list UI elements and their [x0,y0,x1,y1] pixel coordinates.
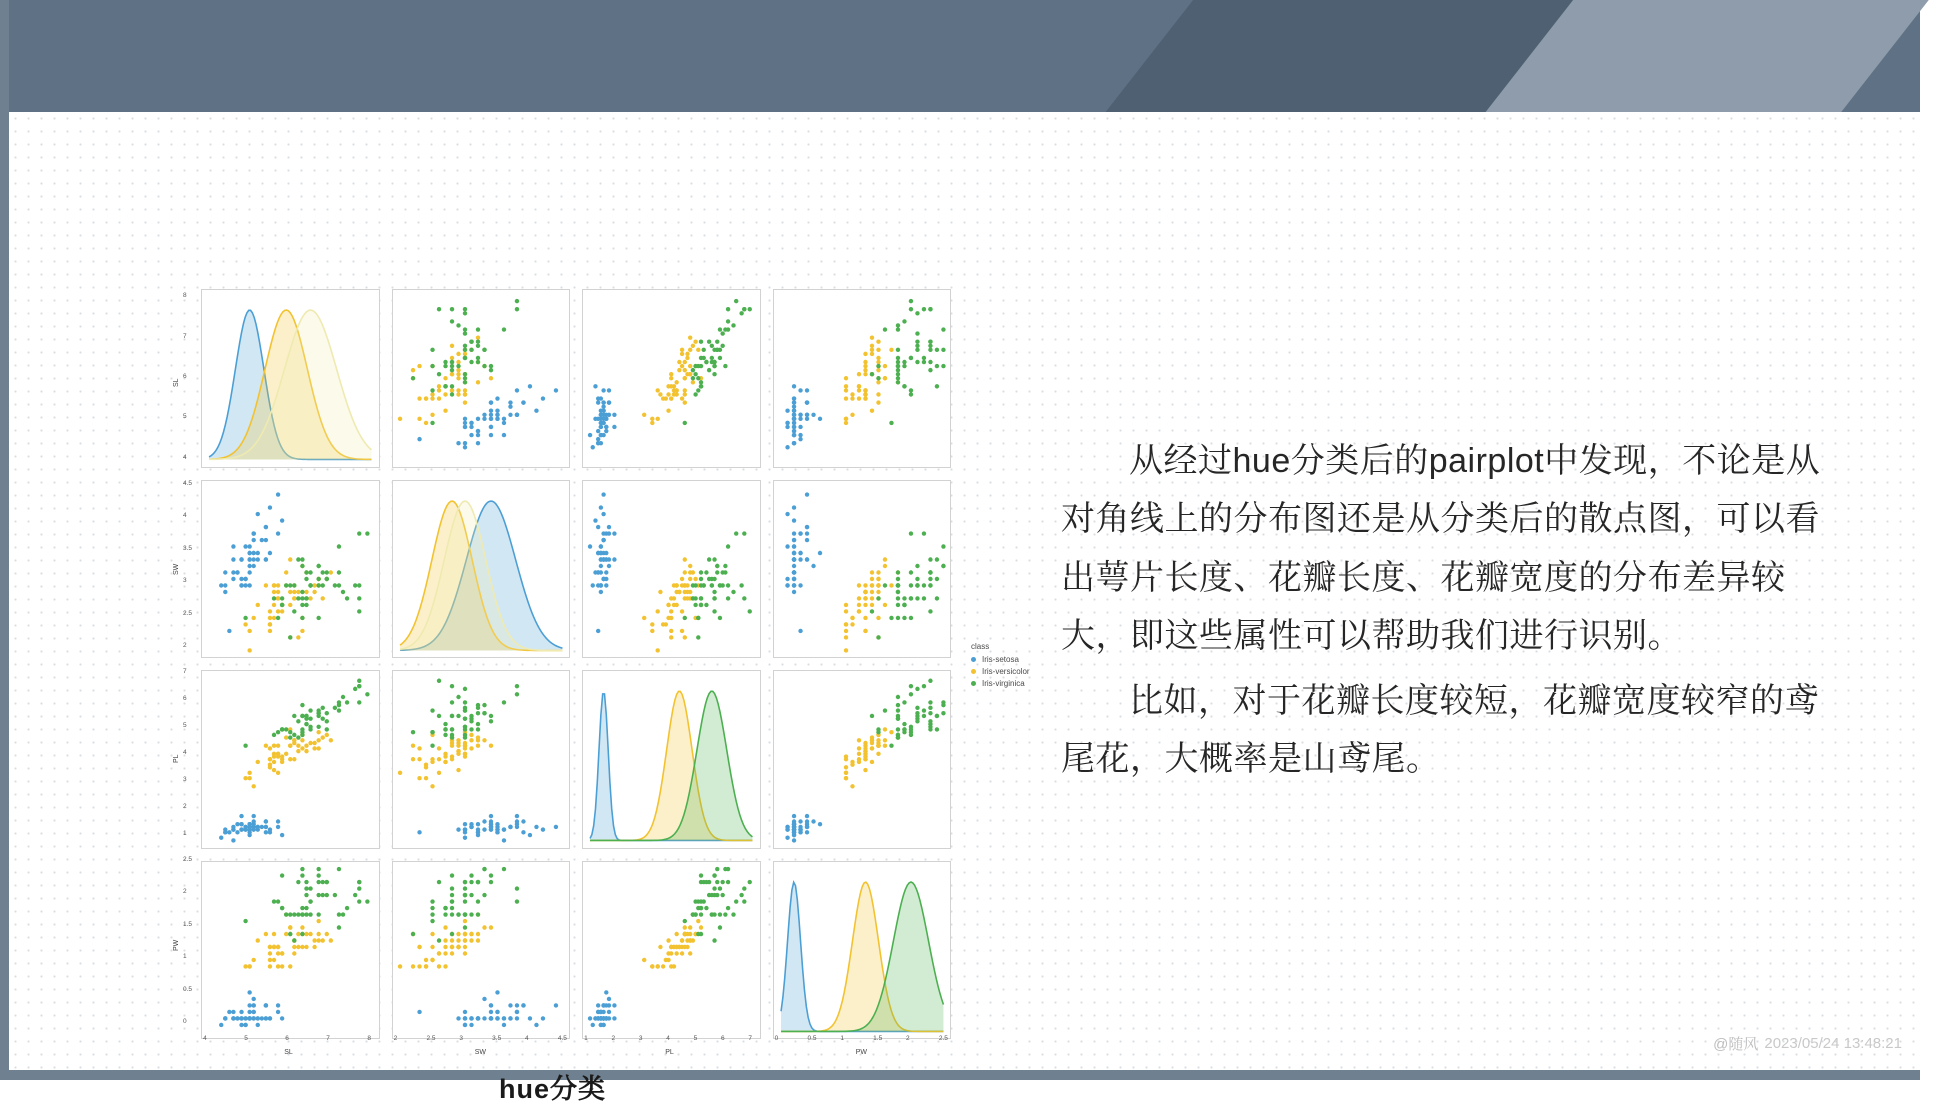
y-tick-label: 2.5 [183,609,193,617]
y-axis-label: SL [173,378,180,387]
pairplot-scatter-cell [773,289,952,468]
top-banner [0,0,1920,112]
pairplot-scatter-cell [773,670,952,849]
x-tick-label: 0.5 [807,1035,817,1042]
legend-color-dot [971,681,976,686]
x-tick-label: 2 [906,1035,910,1042]
legend-label: Iris-setosa [982,655,1019,664]
watermark-handle: @随风 [1713,1036,1759,1053]
x-tick-label: 1 [584,1035,588,1042]
x-axis-label: SW [474,1049,487,1056]
pairplot-kde-cell [773,861,952,1040]
legend-color-dot [971,657,976,662]
legend-title: class [971,642,990,651]
paragraph-2: 比如，对于花瓣长度较短，花瓣宽度较窄的鸢尾花，大概率是山鸢尾。 [1061,681,1819,779]
x-tick-label: 5 [693,1035,698,1042]
y-tick-label: 3 [183,775,187,783]
pairplot-scatter-cell [392,289,571,468]
x-tick-label: 4.5 [557,1035,567,1042]
x-axis-label: PL [665,1049,674,1056]
x-tick-label: 3 [459,1035,463,1042]
y-tick-label: 1.5 [183,920,193,928]
y-tick-label: 4 [183,453,187,461]
y-axis-label: PL [173,754,180,763]
paragraph-1: 从经过hue分类后的pairplot中发现，不论是从对角线上的分布图还是从分类后的散点图，可以看出萼片长度、花瓣长度、花瓣宽度的分布差异较大，即这些属性可以帮助我们进行识别。 [1061,442,1821,656]
y-tick-label: 0.5 [183,985,193,993]
y-tick-label: 4 [183,512,187,520]
x-tick-label: 5 [244,1035,248,1042]
y-tick-label: 3 [183,577,187,585]
bottom-edge-bar [0,1070,1920,1080]
y-tick-label: 1 [183,829,187,837]
y-tick-label: 6 [183,695,187,703]
y-tick-label: 7 [183,668,187,676]
x-axis-label: PW [855,1049,868,1056]
x-tick-label: 0 [774,1035,779,1042]
pairplot-kde-cell [201,289,380,468]
pairplot-scatter-cell [582,289,761,468]
pairplot-scatter-cell [392,861,571,1040]
pairplot-scatter-cell [201,480,380,659]
pairplot-figure [159,277,959,1067]
legend-label: Iris-virginica [982,679,1025,688]
pairplot-scatter-cell [201,670,380,849]
pairplot-scatter-cell [582,861,761,1040]
x-tick-label: 1 [840,1035,844,1042]
pairplot-kde-cell [392,480,571,659]
y-axis-label: SW [173,563,180,575]
body-text [1061,432,1851,795]
x-tick-label: 4 [203,1035,207,1042]
legend-color-dot [971,669,976,674]
pairplot-kde-cell [582,670,761,849]
y-tick-label: 3.5 [183,544,193,552]
x-tick-label: 4 [525,1035,529,1042]
x-tick-label: 8 [367,1035,371,1042]
y-tick-label: 5 [183,413,187,421]
x-tick-label: 1.5 [873,1035,883,1042]
pairplot-grid [201,289,951,1029]
pairplot-scatter-cell [773,480,952,659]
y-tick-label: 5 [183,722,187,729]
slide-body [9,112,1920,1104]
x-tick-label: 7 [326,1035,330,1042]
y-tick-label: 8 [183,292,187,300]
x-tick-label: 2 [611,1035,616,1042]
x-tick-label: 3.5 [492,1035,502,1042]
legend-label: Iris-versicolor [982,667,1030,676]
y-tick-label: 2 [183,802,187,810]
y-tick-label: 7 [183,332,187,340]
watermark-timestamp: 2023/05/24 13:48:21 [1764,1035,1902,1052]
pairplot-scatter-cell [582,480,761,659]
watermark [1713,1033,1902,1054]
x-tick-label: 2.5 [426,1035,436,1042]
y-tick-label: 2 [183,888,187,896]
x-tick-label: 2.5 [938,1035,948,1042]
x-tick-label: 3 [638,1035,643,1042]
pairplot-scatter-cell [201,861,380,1040]
y-tick-label: 0 [183,1017,187,1025]
y-tick-label: 4.5 [183,480,193,488]
x-tick-label: 4 [666,1035,670,1042]
left-edge-bar [0,0,9,1080]
pairplot-scatter-cell [392,670,571,849]
y-axis-label: PW [173,939,180,951]
y-tick-label: 4 [183,749,187,756]
y-tick-label: 2.5 [183,856,193,864]
figure-caption: hue分类 [499,1074,607,1104]
y-tick-label: 2 [183,641,187,649]
y-tick-label: 1 [183,953,187,961]
x-tick-label: 6 [285,1035,289,1042]
x-axis-label: SL [284,1049,293,1056]
y-tick-label: 6 [183,373,187,380]
x-tick-label: 6 [720,1035,725,1042]
x-tick-label: 7 [748,1035,752,1042]
x-tick-label: 2 [393,1035,398,1042]
